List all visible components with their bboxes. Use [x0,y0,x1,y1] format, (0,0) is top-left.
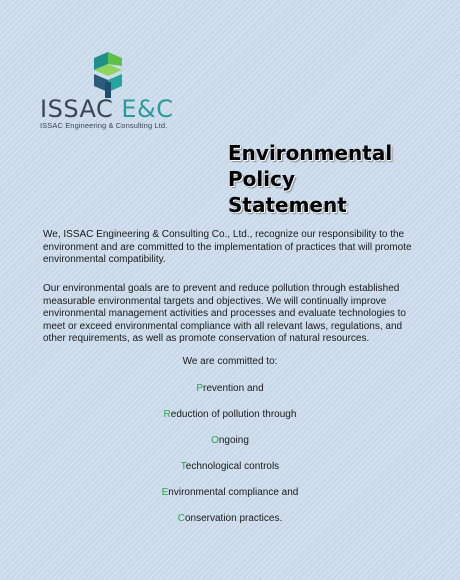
title-line-2: Policy [228,167,296,191]
commitment-text: onservation practices. [184,513,283,524]
list-item [0,382,460,408]
company-logo [40,52,200,130]
commitment-text: eduction of pollution through [170,409,297,420]
commitment-initial: P [196,383,204,394]
list-item [0,460,460,486]
page-title [228,140,438,218]
commitment-initial: O [211,435,219,446]
logo-wordmark [40,96,200,122]
commitment-initial: R [163,409,171,420]
commitment-text: ngoing [218,435,249,446]
logo-brand-issac: ISSAC [40,95,114,123]
issac-ec-logo-icon [90,52,126,98]
commitment-initial: E [161,487,169,498]
commitment-text: nvironmental compliance and [168,487,299,498]
list-item [0,486,460,512]
intro-paragraph: We, ISSAC Engineering & Consulting Co., Ltd., recognize our responsibility to the environment and are committed to the implementation of practices that will promote environmental compatibility. [43,229,412,265]
title-line-3: Statement [228,193,347,217]
goals-paragraph: Our environmental goals are to prevent and reduce pollution through established measurable environmental targets and objectives. We will continually improve environmental management activities and processes and evaluate technologies to meet or exceed environmental compliance with all relevant laws, regulations, and other requirements, as well as promote conservation of natural resources. [43,283,406,344]
commitment-list [0,382,460,538]
logo-subtitle: ISSAC Engineering & Consulting Ltd. [40,121,168,130]
title-line-1: Environmental [228,141,393,165]
list-item [0,512,460,538]
commitment-text: revention and [203,383,264,394]
commitment-initial: C [177,513,185,524]
logo-brand-ec: E&C [121,95,174,123]
list-item [0,408,460,434]
commitment-text: echnological controls [185,461,280,472]
commitment-heading: We are committed to: [182,356,278,367]
list-item [0,434,460,460]
commitment-initial: T [180,461,186,472]
